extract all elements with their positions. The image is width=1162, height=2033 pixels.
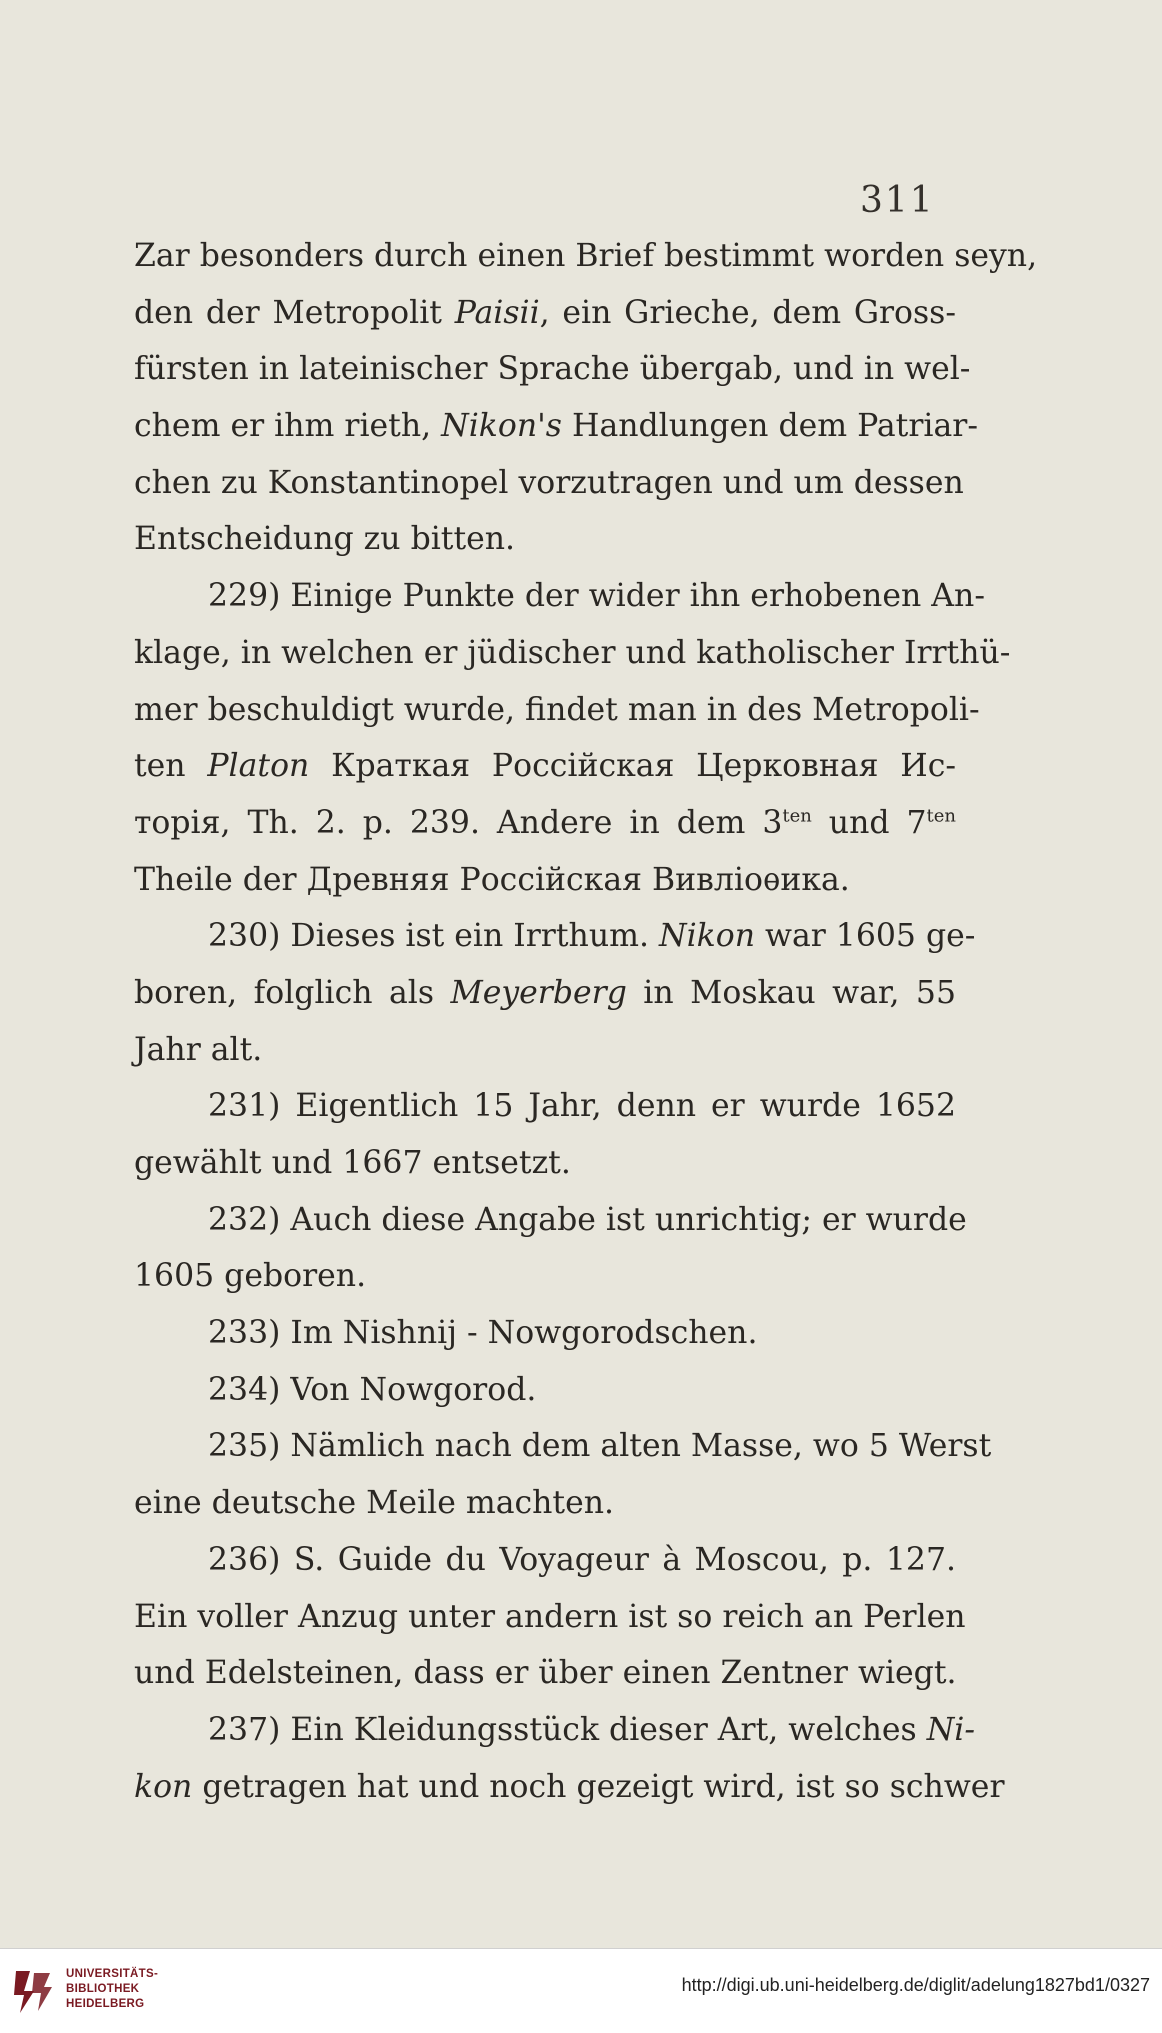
text-line: 237) Ein Kleidungsstück dieser Art, welches Ni-	[208, 1711, 975, 1748]
body-text	[134, 228, 1038, 1815]
text-line: chem er ihm rieth, Nikon's Handlungen dem Patriar-	[134, 408, 978, 445]
text-line: Jahr alt.	[134, 1031, 263, 1068]
text-line: ten Platon Краткая Россійская Церковная Ис-	[134, 748, 957, 785]
text-line: 230) Dieses ist ein Irrthum. Nikon war 1605 ge-	[208, 918, 976, 955]
viewer-footer	[0, 1948, 1162, 2033]
text-line: торія, Th. 2. p. 239. Andere in dem $3^{ten}$ und $7^{ten}$	[134, 804, 956, 841]
text-line: Ein voller Anzug unter andern ist so reich an Perlen	[134, 1598, 966, 1635]
text-line: 236) S. Guide du Voyageur à Moscou, p. 127.	[208, 1541, 956, 1578]
page-number: 311	[860, 180, 935, 221]
text-line: 234) Von Nowgorod.	[208, 1371, 537, 1408]
text-line: und Edelsteinen, dass er über einen Zentner wiegt.	[134, 1655, 957, 1692]
library-logo-icon	[10, 1965, 56, 2017]
library-name-line: BIBLIOTHEK	[66, 1983, 140, 1995]
text-line: kon getragen hat und noch gezeigt wird, ist so schwer	[134, 1768, 1005, 1805]
text-line: chen zu Konstantinopel vorzutragen und um dessen	[134, 464, 964, 501]
text-line: 231) Eigentlich 15 Jahr, denn er wurde 1652	[208, 1088, 956, 1125]
text-line: fürsten in lateinischer Sprache übergab, und in wel-	[134, 351, 971, 388]
text-line: eine deutsche Meile machten.	[134, 1485, 615, 1522]
text-line: 232) Auch diese Angabe ist unrichtig; er wurde	[208, 1201, 967, 1238]
text-line: 1605 geboren.	[134, 1258, 367, 1295]
page-url[interactable]: http://digi.ub.uni-heidelberg.de/diglit/adelung1827bd1/0327	[681, 1975, 1150, 1995]
text-line: 233) Im Nishnij - Nowgorodschen.	[208, 1315, 758, 1352]
library-logo[interactable]	[10, 1961, 170, 2021]
text-line: 235) Nämlich nach dem alten Masse, wo 5 Werst	[208, 1428, 992, 1465]
text-line: Theile der Древняя Россійская Вивліоѳика.	[134, 861, 850, 898]
library-name-line: HEIDELBERG	[66, 1998, 145, 2010]
library-name-line: UNIVERSITÄTS-	[66, 1968, 159, 1980]
text-line: Zar besonders durch einen Brief bestimmt worden seyn,	[134, 238, 1038, 274]
text-line: mer beschuldigt wurde, findet man in des Metropoli-	[134, 691, 980, 728]
library-name	[66, 1967, 158, 2012]
text-line: gewählt und 1667 entsetzt.	[134, 1145, 571, 1181]
text-line: Entscheidung zu bitten.	[134, 521, 516, 558]
text-line: 229) Einige Punkte der wider ihn erhobenen An-	[208, 578, 985, 615]
text-line: den der Metropolit Paisii, ein Grieche, dem Gross-	[134, 294, 956, 331]
text-line: klage, in welchen er jüdischer und katholischer Irrthü-	[134, 634, 1011, 671]
text-line: boren, folglich als Meyerberg in Moskau war, 55	[134, 974, 956, 1011]
